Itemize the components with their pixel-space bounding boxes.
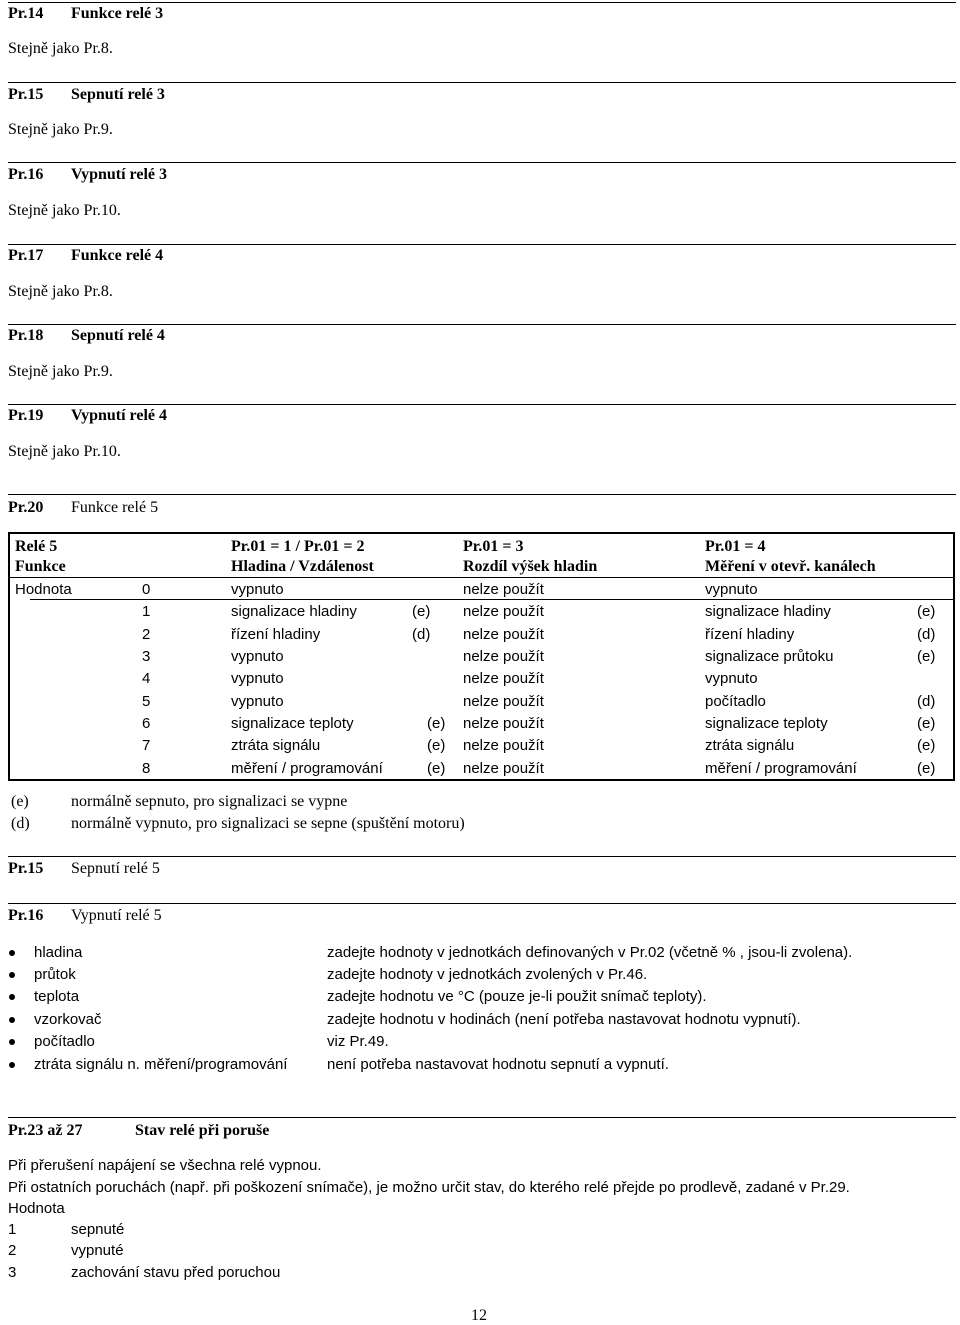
row-number: 1 bbox=[142, 603, 151, 620]
section-title: Vypnutí relé 3 bbox=[71, 166, 168, 183]
row-number: 0 bbox=[142, 581, 151, 598]
separator-line bbox=[8, 494, 956, 495]
list-item-text: zadejte hodnotu ve °C (pouze je-li použit snímač teploty). bbox=[327, 988, 707, 1005]
row-col4: měření / programování bbox=[705, 760, 857, 777]
row-col4-suffix: (e) bbox=[917, 603, 936, 620]
row-col3: nelze použít bbox=[463, 737, 544, 754]
separator-line bbox=[8, 162, 956, 163]
row-col3: nelze použít bbox=[463, 760, 544, 777]
section-code: Pr.15 bbox=[8, 860, 44, 877]
section-code: Pr.14 bbox=[8, 5, 44, 22]
row-number: 3 bbox=[142, 648, 151, 665]
section-title: Vypnutí relé 5 bbox=[71, 907, 162, 924]
section-code: Pr.23 až 27 bbox=[8, 1122, 83, 1139]
bullet-icon bbox=[9, 1017, 15, 1023]
list-item-text: viz Pr.49. bbox=[327, 1033, 389, 1050]
row-col3: nelze použít bbox=[463, 648, 544, 665]
row-col4-suffix: (e) bbox=[917, 648, 936, 665]
value-text: sepnuté bbox=[71, 1221, 125, 1238]
section-title: Funkce relé 5 bbox=[71, 499, 159, 516]
section-title: Sepnutí relé 5 bbox=[71, 860, 160, 877]
table-header-col3-line1: Pr.01 = 3 bbox=[463, 538, 524, 555]
row-col3: nelze použít bbox=[463, 626, 544, 643]
row-col4-suffix: (d) bbox=[917, 693, 936, 710]
row-col4-suffix: (e) bbox=[917, 715, 936, 732]
section-code: Pr.20 bbox=[8, 499, 44, 516]
row-number: 2 bbox=[142, 626, 151, 643]
list-item-text: zadejte hodnotu v hodinách (není potřeba nastavovat hodnotu vypnutí). bbox=[327, 1011, 801, 1028]
section-code: Pr.17 bbox=[8, 247, 44, 264]
row-col4-suffix: (e) bbox=[917, 737, 936, 754]
row-col2: signalizace hladiny bbox=[231, 603, 357, 620]
row-col2: vypnuto bbox=[231, 693, 284, 710]
list-item-text: zadejte hodnoty v jednotkách zvolených v Pr.46. bbox=[327, 966, 648, 983]
list-item-text: není potřeba nastavovat hodnotu sepnutí a vypnutí. bbox=[327, 1056, 669, 1073]
row-col4: vypnuto bbox=[705, 581, 758, 598]
row-col4-suffix: (d) bbox=[917, 626, 936, 643]
row-col4: signalizace teploty bbox=[705, 715, 828, 732]
separator-line bbox=[8, 903, 956, 904]
section-code: Pr.16 bbox=[8, 166, 44, 183]
section-text: Stejně jako Pr.8. bbox=[8, 283, 113, 300]
legend-text: normálně sepnuto, pro signalizaci se vypne bbox=[71, 793, 348, 810]
section-title: Funkce relé 4 bbox=[71, 247, 164, 264]
table-row-divider bbox=[30, 599, 953, 600]
row-col3: nelze použít bbox=[463, 670, 544, 687]
page-number: 12 bbox=[471, 1307, 487, 1324]
value-text: zachování stavu před poruchou bbox=[71, 1264, 281, 1281]
separator-line bbox=[8, 324, 956, 325]
table-header-col2-line2: Hladina / Vzdálenost bbox=[231, 558, 374, 575]
section-code: Pr.18 bbox=[8, 327, 44, 344]
row-col2-suffix: (e) bbox=[412, 603, 431, 620]
row-col2: vypnuto bbox=[231, 581, 284, 598]
row-col2-suffix: (e) bbox=[427, 715, 446, 732]
section-text: Stejně jako Pr.8. bbox=[8, 40, 113, 57]
section-text: Stejně jako Pr.10. bbox=[8, 202, 121, 219]
table-header-col4-line1: Pr.01 = 4 bbox=[705, 538, 766, 555]
section-code: Pr.15 bbox=[8, 86, 44, 103]
separator-line bbox=[8, 856, 956, 857]
section-text: Stejně jako Pr.9. bbox=[8, 363, 113, 380]
bullet-icon bbox=[9, 1039, 15, 1045]
table-header-col3-line2: Rozdíl výšek hladin bbox=[463, 558, 598, 575]
row-col4-suffix: (e) bbox=[917, 760, 936, 777]
bullet-icon bbox=[9, 994, 15, 1000]
separator-line bbox=[8, 82, 956, 83]
row-col3: nelze použít bbox=[463, 603, 544, 620]
value-text: vypnuté bbox=[71, 1242, 124, 1259]
section-title: Funkce relé 3 bbox=[71, 5, 164, 22]
value-number: 1 bbox=[8, 1221, 17, 1238]
section-title: Stav relé při poruše bbox=[135, 1122, 270, 1139]
section-title: Vypnutí relé 4 bbox=[71, 407, 168, 424]
separator-line bbox=[8, 244, 956, 245]
row-col3: nelze použít bbox=[463, 581, 544, 598]
bullet-icon bbox=[9, 972, 15, 978]
legend-key: (d) bbox=[11, 815, 30, 832]
table-header-divider bbox=[10, 577, 953, 578]
section-title: Sepnutí relé 4 bbox=[71, 327, 165, 344]
section-code: Pr.19 bbox=[8, 407, 44, 424]
table-header-col4-line2: Měření v otevř. kanálech bbox=[705, 558, 876, 575]
row-col3: nelze použít bbox=[463, 693, 544, 710]
bullet-icon bbox=[9, 1062, 15, 1068]
list-item-text: zadejte hodnoty v jednotkách definovaných v Pr.02 (včetně % , jsou-li zvolena). bbox=[327, 944, 853, 961]
separator-line bbox=[8, 404, 956, 405]
list-item-label: hladina bbox=[34, 944, 83, 961]
paragraph: Při ostatních poruchách (např. při poškození snímače), je možno určit stav, do kterého relé přejde po prodlevě, zadané v Pr.29. bbox=[8, 1179, 850, 1196]
row-col2-suffix: (e) bbox=[427, 737, 446, 754]
section-title: Sepnutí relé 3 bbox=[71, 86, 165, 103]
row-col2: ztráta signálu bbox=[231, 737, 321, 754]
row-number: 6 bbox=[142, 715, 151, 732]
list-item-label: průtok bbox=[34, 966, 76, 983]
row-col2: řízení hladiny bbox=[231, 626, 321, 643]
row-col3: nelze použít bbox=[463, 715, 544, 732]
row-col4: počítadlo bbox=[705, 693, 766, 710]
list-item-label: počítadlo bbox=[34, 1033, 95, 1050]
table-header-relay: Relé 5 bbox=[15, 538, 58, 555]
bullet-icon bbox=[9, 950, 15, 956]
row-col4: ztráta signálu bbox=[705, 737, 795, 754]
legend-text: normálně vypnuto, pro signalizaci se sepne (spuštění motoru) bbox=[71, 815, 465, 832]
row-col2: signalizace teploty bbox=[231, 715, 354, 732]
row-col4: signalizace průtoku bbox=[705, 648, 834, 665]
list-item-label: teplota bbox=[34, 988, 80, 1005]
separator-line bbox=[8, 2, 956, 3]
row-number: 5 bbox=[142, 693, 151, 710]
row-col4: řízení hladiny bbox=[705, 626, 795, 643]
row-number: 8 bbox=[142, 760, 151, 777]
legend-key: (e) bbox=[11, 793, 29, 810]
row-col4: vypnuto bbox=[705, 670, 758, 687]
table-value-label: Hodnota bbox=[15, 581, 72, 598]
list-item-label: vzorkovač bbox=[34, 1011, 102, 1028]
list-item-label: ztráta signálu n. měření/programování bbox=[34, 1056, 288, 1073]
value-label: Hodnota bbox=[8, 1200, 65, 1217]
row-col2: vypnuto bbox=[231, 670, 284, 687]
paragraph: Při přerušení napájení se všechna relé vypnou. bbox=[8, 1157, 322, 1174]
table-header-function: Funkce bbox=[15, 558, 66, 575]
row-number: 4 bbox=[142, 670, 151, 687]
row-col2: vypnuto bbox=[231, 648, 284, 665]
separator-line bbox=[8, 1117, 956, 1118]
row-col2-suffix: (e) bbox=[427, 760, 446, 777]
row-number: 7 bbox=[142, 737, 151, 754]
section-text: Stejně jako Pr.10. bbox=[8, 443, 121, 460]
section-code: Pr.16 bbox=[8, 907, 44, 924]
table-header-col2-line1: Pr.01 = 1 / Pr.01 = 2 bbox=[231, 538, 365, 555]
row-col2: měření / programování bbox=[231, 760, 383, 777]
row-col2-suffix: (d) bbox=[412, 626, 431, 643]
value-number: 2 bbox=[8, 1242, 17, 1259]
section-text: Stejně jako Pr.9. bbox=[8, 121, 113, 138]
value-number: 3 bbox=[8, 1264, 17, 1281]
row-col4: signalizace hladiny bbox=[705, 603, 831, 620]
